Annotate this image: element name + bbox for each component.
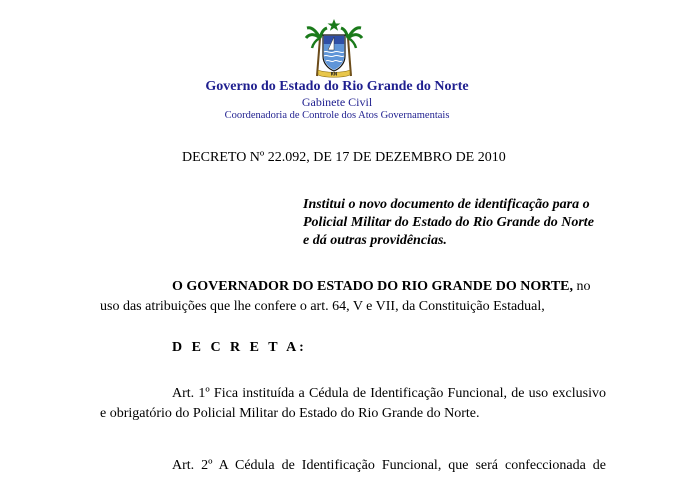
- coat-of-arms-icon: [303, 18, 365, 78]
- ementa-line: e dá outras providências.: [303, 233, 447, 248]
- ementa-line: Institui o novo documento de identificação para o: [303, 197, 590, 212]
- governor-authority: O GOVERNADOR DO ESTADO DO RIO GRANDE DO NORTE,: [172, 279, 574, 294]
- preamble-line: [100, 277, 606, 297]
- ementa-line: Policial Militar do Estado do Rio Grande do Norte: [303, 215, 594, 230]
- preamble-paragraph: [100, 277, 606, 317]
- article-line: e obrigatório do Policial Militar do Estado do Rio Grande do Norte.: [100, 406, 480, 421]
- decree-title: DECRETO Nº 22.092, DE 17 DE DEZEMBRO DE 2010: [182, 150, 506, 165]
- article-line: Art. 1º Fica instituída a Cédula de Identificação Funcional, de uso exclusivo: [172, 386, 606, 401]
- decree-ementa: [303, 196, 603, 250]
- article-2: [100, 456, 606, 476]
- document-header: [150, 78, 524, 122]
- preamble-line: uso das atribuições que lhe confere o art. 64, V e VII, da Constituição Estadual,: [100, 299, 545, 314]
- coat-of-arms-motto: RN: [330, 71, 338, 77]
- government-name: Governo do Estado do Rio Grande do Norte: [205, 79, 469, 94]
- article-line: Art. 2º A Cédula de Identificação Funcional, que será confeccionada de: [172, 458, 606, 473]
- coordination-name: Coordenadoria de Controle dos Atos Governamentais: [224, 110, 450, 121]
- article-1: [100, 384, 606, 424]
- preamble-line-end: no: [573, 279, 591, 294]
- cabinet-name: Gabinete Civil: [301, 95, 373, 109]
- decreta-heading: D E C R E T A:: [172, 340, 307, 355]
